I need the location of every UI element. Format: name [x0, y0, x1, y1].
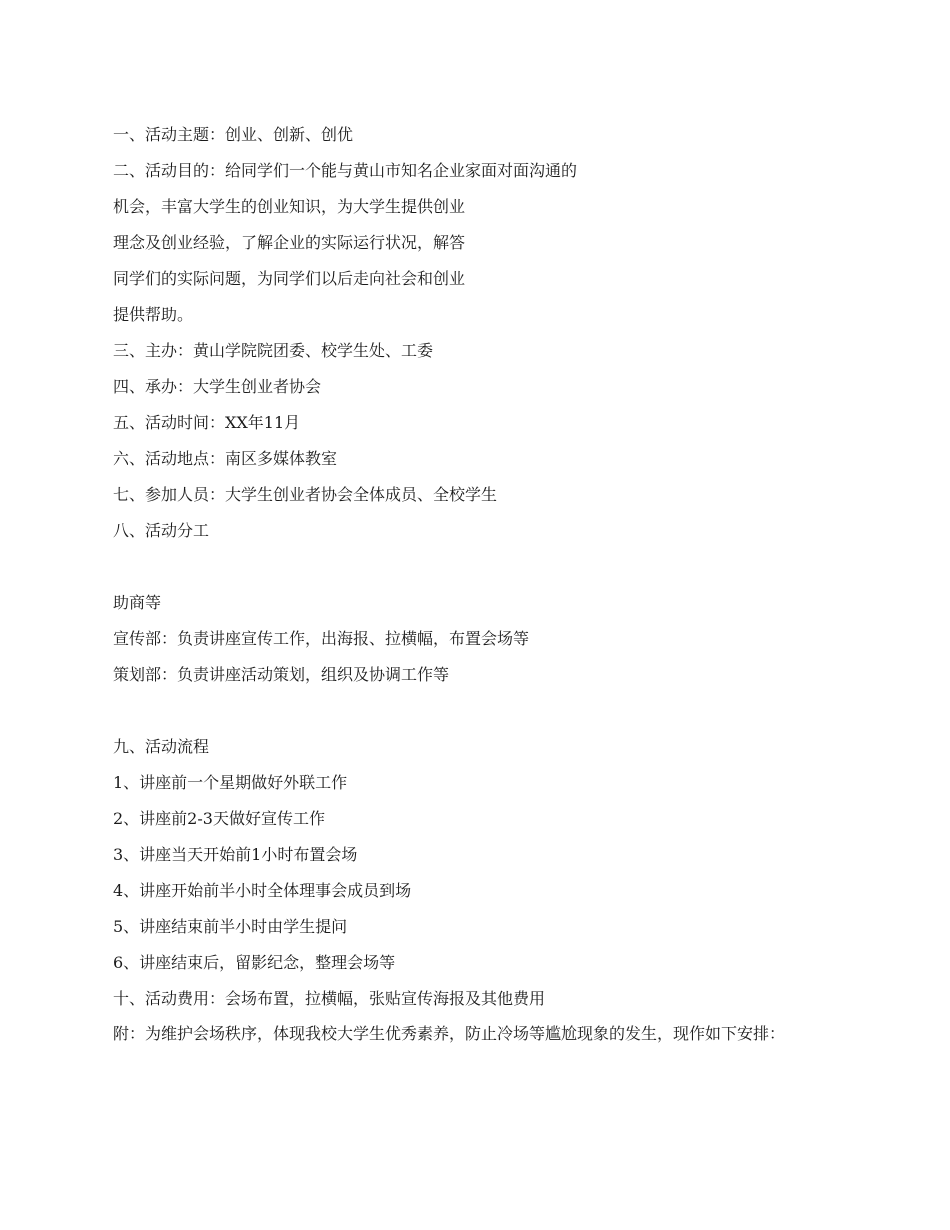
section-organizer: 四、承办：大学生创业者协会 [113, 377, 322, 396]
section-time: 五、活动时间：XX年11月 [113, 413, 301, 432]
division-assist: 助商等 [113, 593, 162, 612]
section-flow-heading: 九、活动流程 [113, 737, 210, 756]
flow-item: 2、讲座前2-3天做好宣传工作 [113, 809, 325, 828]
blank-gap [113, 557, 843, 593]
flow-item: 5、讲座结束前半小时由学生提问 [113, 917, 348, 936]
flow-item: 3、讲座当天开始前1小时布置会场 [113, 845, 358, 864]
flow-item: 1、讲座前一个星期做好外联工作 [113, 773, 348, 792]
section-participants: 七、参加人员：大学生创业者协会全体成员、全校学生 [113, 485, 498, 504]
division-planning: 策划部：负责讲座活动策划，组织及协调工作等 [113, 665, 450, 684]
section-division-heading: 八、活动分工 [113, 521, 210, 540]
blank-gap [113, 701, 843, 737]
document-body [113, 125, 843, 1043]
division-publicity: 宣传部：负责讲座宣传工作，出海报、拉横幅，布置会场等 [113, 629, 530, 648]
section-purpose-line-2: 机会，丰富大学生的创业知识，为大学生提供创业 [113, 197, 466, 216]
flow-item: 4、讲座开始前半小时全体理事会成员到场 [113, 881, 412, 900]
section-purpose-line-1: 二、活动目的：给同学们一个能与黄山市知名企业家面对面沟通的 [113, 161, 578, 180]
section-theme: 一、活动主题：创业、创新、创优 [113, 125, 354, 144]
appendix-paragraph: 附：为维护会场秩序，体现我校大学生优秀素养，防止冷场等尴尬现象的发生，现作如下安排： [113, 1024, 786, 1043]
section-location: 六、活动地点：南区多媒体教室 [113, 449, 338, 468]
section-cost: 十、活动费用：会场布置，拉横幅，张贴宣传海报及其他费用 [113, 989, 546, 1008]
section-purpose-line-3: 理念及创业经验，了解企业的实际运行状况，解答 [113, 233, 466, 252]
section-host: 三、主办：黄山学院院团委、校学生处、工委 [113, 341, 434, 360]
section-purpose-line-4: 同学们的实际问题，为同学们以后走向社会和创业 [113, 269, 466, 288]
section-purpose-line-5: 提供帮助。 [113, 305, 194, 324]
flow-item: 6、讲座结束后，留影纪念，整理会场等 [113, 953, 396, 972]
